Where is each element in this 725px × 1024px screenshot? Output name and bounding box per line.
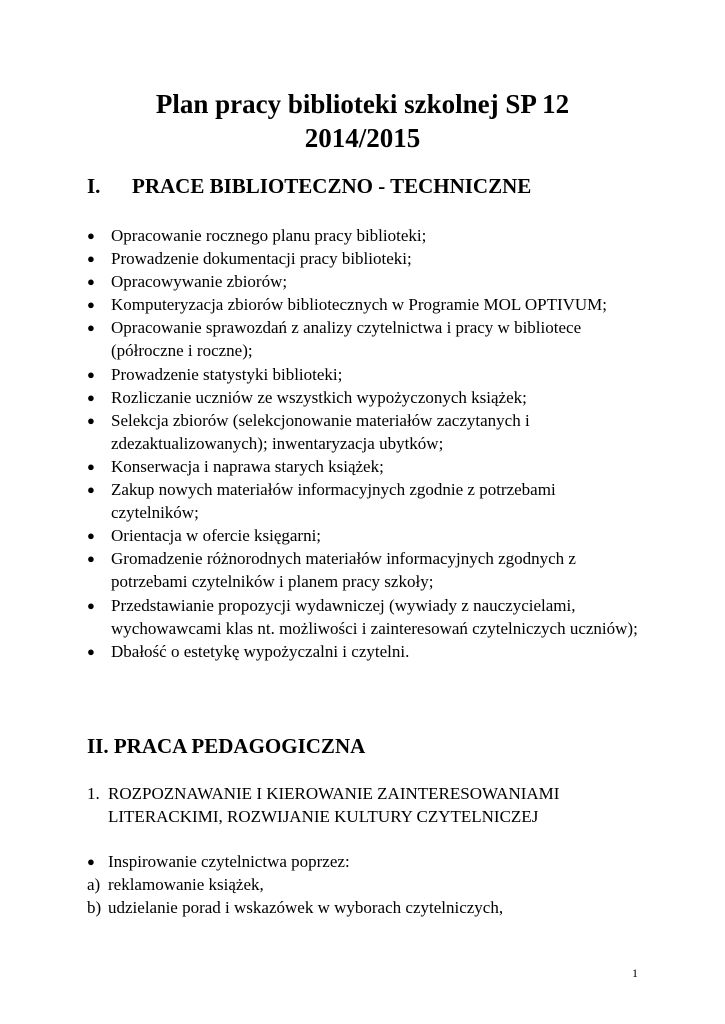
list-item-text: Dbałość o estetykę wypożyczalni i czytelni. xyxy=(111,641,410,661)
bullet-icon: ● xyxy=(87,297,95,313)
bullet-icon: ● xyxy=(87,458,95,474)
item-letter: a) xyxy=(87,875,101,894)
bullet-icon: ● xyxy=(87,228,95,243)
bullet-icon: ● xyxy=(87,528,95,544)
section-1-heading xyxy=(87,174,531,198)
list-item xyxy=(87,386,647,409)
school-year: 2014/2015 xyxy=(304,123,421,153)
bullet-icon: ● xyxy=(87,482,95,498)
list-item-text: Inspirowanie czytelnictwa poprzez: xyxy=(108,852,350,871)
section-2-list xyxy=(87,850,667,919)
list-item-text: Selekcja zbiorów (selekcjonowanie materiałów zaczytanych i zdezaktualizowanych); inwentaryzacja ubytków; xyxy=(111,410,530,453)
document-title: Plan pracy biblioteki szkolnej SP 12 xyxy=(155,89,570,119)
subsection-heading xyxy=(87,782,667,828)
list-item-text: Opracowanie sprawozdań z analizy czytelnictwa i pracy w bibliotece (półroczne i roczne); xyxy=(111,318,582,361)
list-item-text: Zakup nowych materiałów informacyjnych zgodnie z potrzebami czytelników; xyxy=(111,480,556,523)
list-item-text: Opracowanie rocznego planu pracy biblioteki; xyxy=(111,226,427,245)
list-item-text: Gromadzenie różnorodnych materiałów informacyjnych zgodnych z potrzebami czytelników i planem pracy szkoły; xyxy=(111,549,576,592)
list-item-text: Przedstawianie propozycji wydawniczej (wywiady z nauczycielami, wychowawcami klas nt. możliwości i zainteresowań czytelniczych uczniów); xyxy=(111,595,638,638)
list-item xyxy=(87,316,647,362)
list-item xyxy=(87,850,667,873)
bullet-icon: ● xyxy=(87,366,95,382)
bullet-icon: ● xyxy=(87,551,95,567)
section-1-list xyxy=(87,224,647,663)
list-item xyxy=(87,293,647,316)
list-item xyxy=(87,524,647,547)
page-number: 1 xyxy=(632,966,638,980)
list-item xyxy=(87,247,647,270)
subsection-number: 1. xyxy=(87,784,100,803)
list-item xyxy=(87,270,647,293)
bullet-icon: ● xyxy=(87,251,95,267)
bullet-icon: ● xyxy=(87,320,95,336)
list-item xyxy=(87,594,647,640)
list-item xyxy=(87,547,647,593)
list-item-text: Prowadzenie statystyki biblioteki; xyxy=(111,364,343,384)
list-item xyxy=(87,640,647,663)
item-letter: b) xyxy=(87,898,102,917)
list-item-text: Prowadzenie dokumentacji pracy biblioteki; xyxy=(111,249,412,269)
list-item-text: Konserwacja i naprawa starych książek; xyxy=(111,456,384,476)
bullet-icon: ● xyxy=(87,854,95,869)
bullet-icon: ● xyxy=(87,274,95,290)
bullet-icon: ● xyxy=(87,412,95,428)
list-item-text: Komputeryzacja zbiorów bibliotecznych w Programie MOL OPTIVUM; xyxy=(111,295,608,315)
list-item-text: Opracowywanie zbiorów; xyxy=(111,272,288,292)
lettered-item-text: udzielanie porad i wskazówek w wyborach czytelniczych, xyxy=(108,898,504,917)
section-1-number: I. xyxy=(87,174,101,198)
subsection-title: ROZPOZNAWANIE I KIEROWANIE ZAINTERESOWANIAMI LITERACKIMI, ROZWIJANIE KULTURY CZYTELNICZEJ xyxy=(108,784,560,826)
list-item xyxy=(87,455,647,478)
lettered-item-text: reklamowanie książek, xyxy=(108,875,264,894)
bullet-icon: ● xyxy=(87,597,95,613)
bullet-icon: ● xyxy=(87,643,95,659)
list-item-text: Orientacja w ofercie księgarni; xyxy=(111,526,322,546)
lettered-item xyxy=(87,896,667,919)
section-1-title: PRACE BIBLIOTECZNO - TECHNICZNE xyxy=(132,174,532,198)
lettered-item xyxy=(87,873,667,896)
list-item xyxy=(87,478,647,524)
list-item xyxy=(87,409,647,455)
list-item xyxy=(87,224,647,247)
list-item xyxy=(87,363,647,386)
list-item-text: Rozliczanie uczniów ze wszystkich wypożyczonych książek; xyxy=(111,387,527,407)
bullet-icon: ● xyxy=(87,389,95,405)
section-2-heading: II. PRACA PEDAGOGICZNA xyxy=(87,734,366,758)
